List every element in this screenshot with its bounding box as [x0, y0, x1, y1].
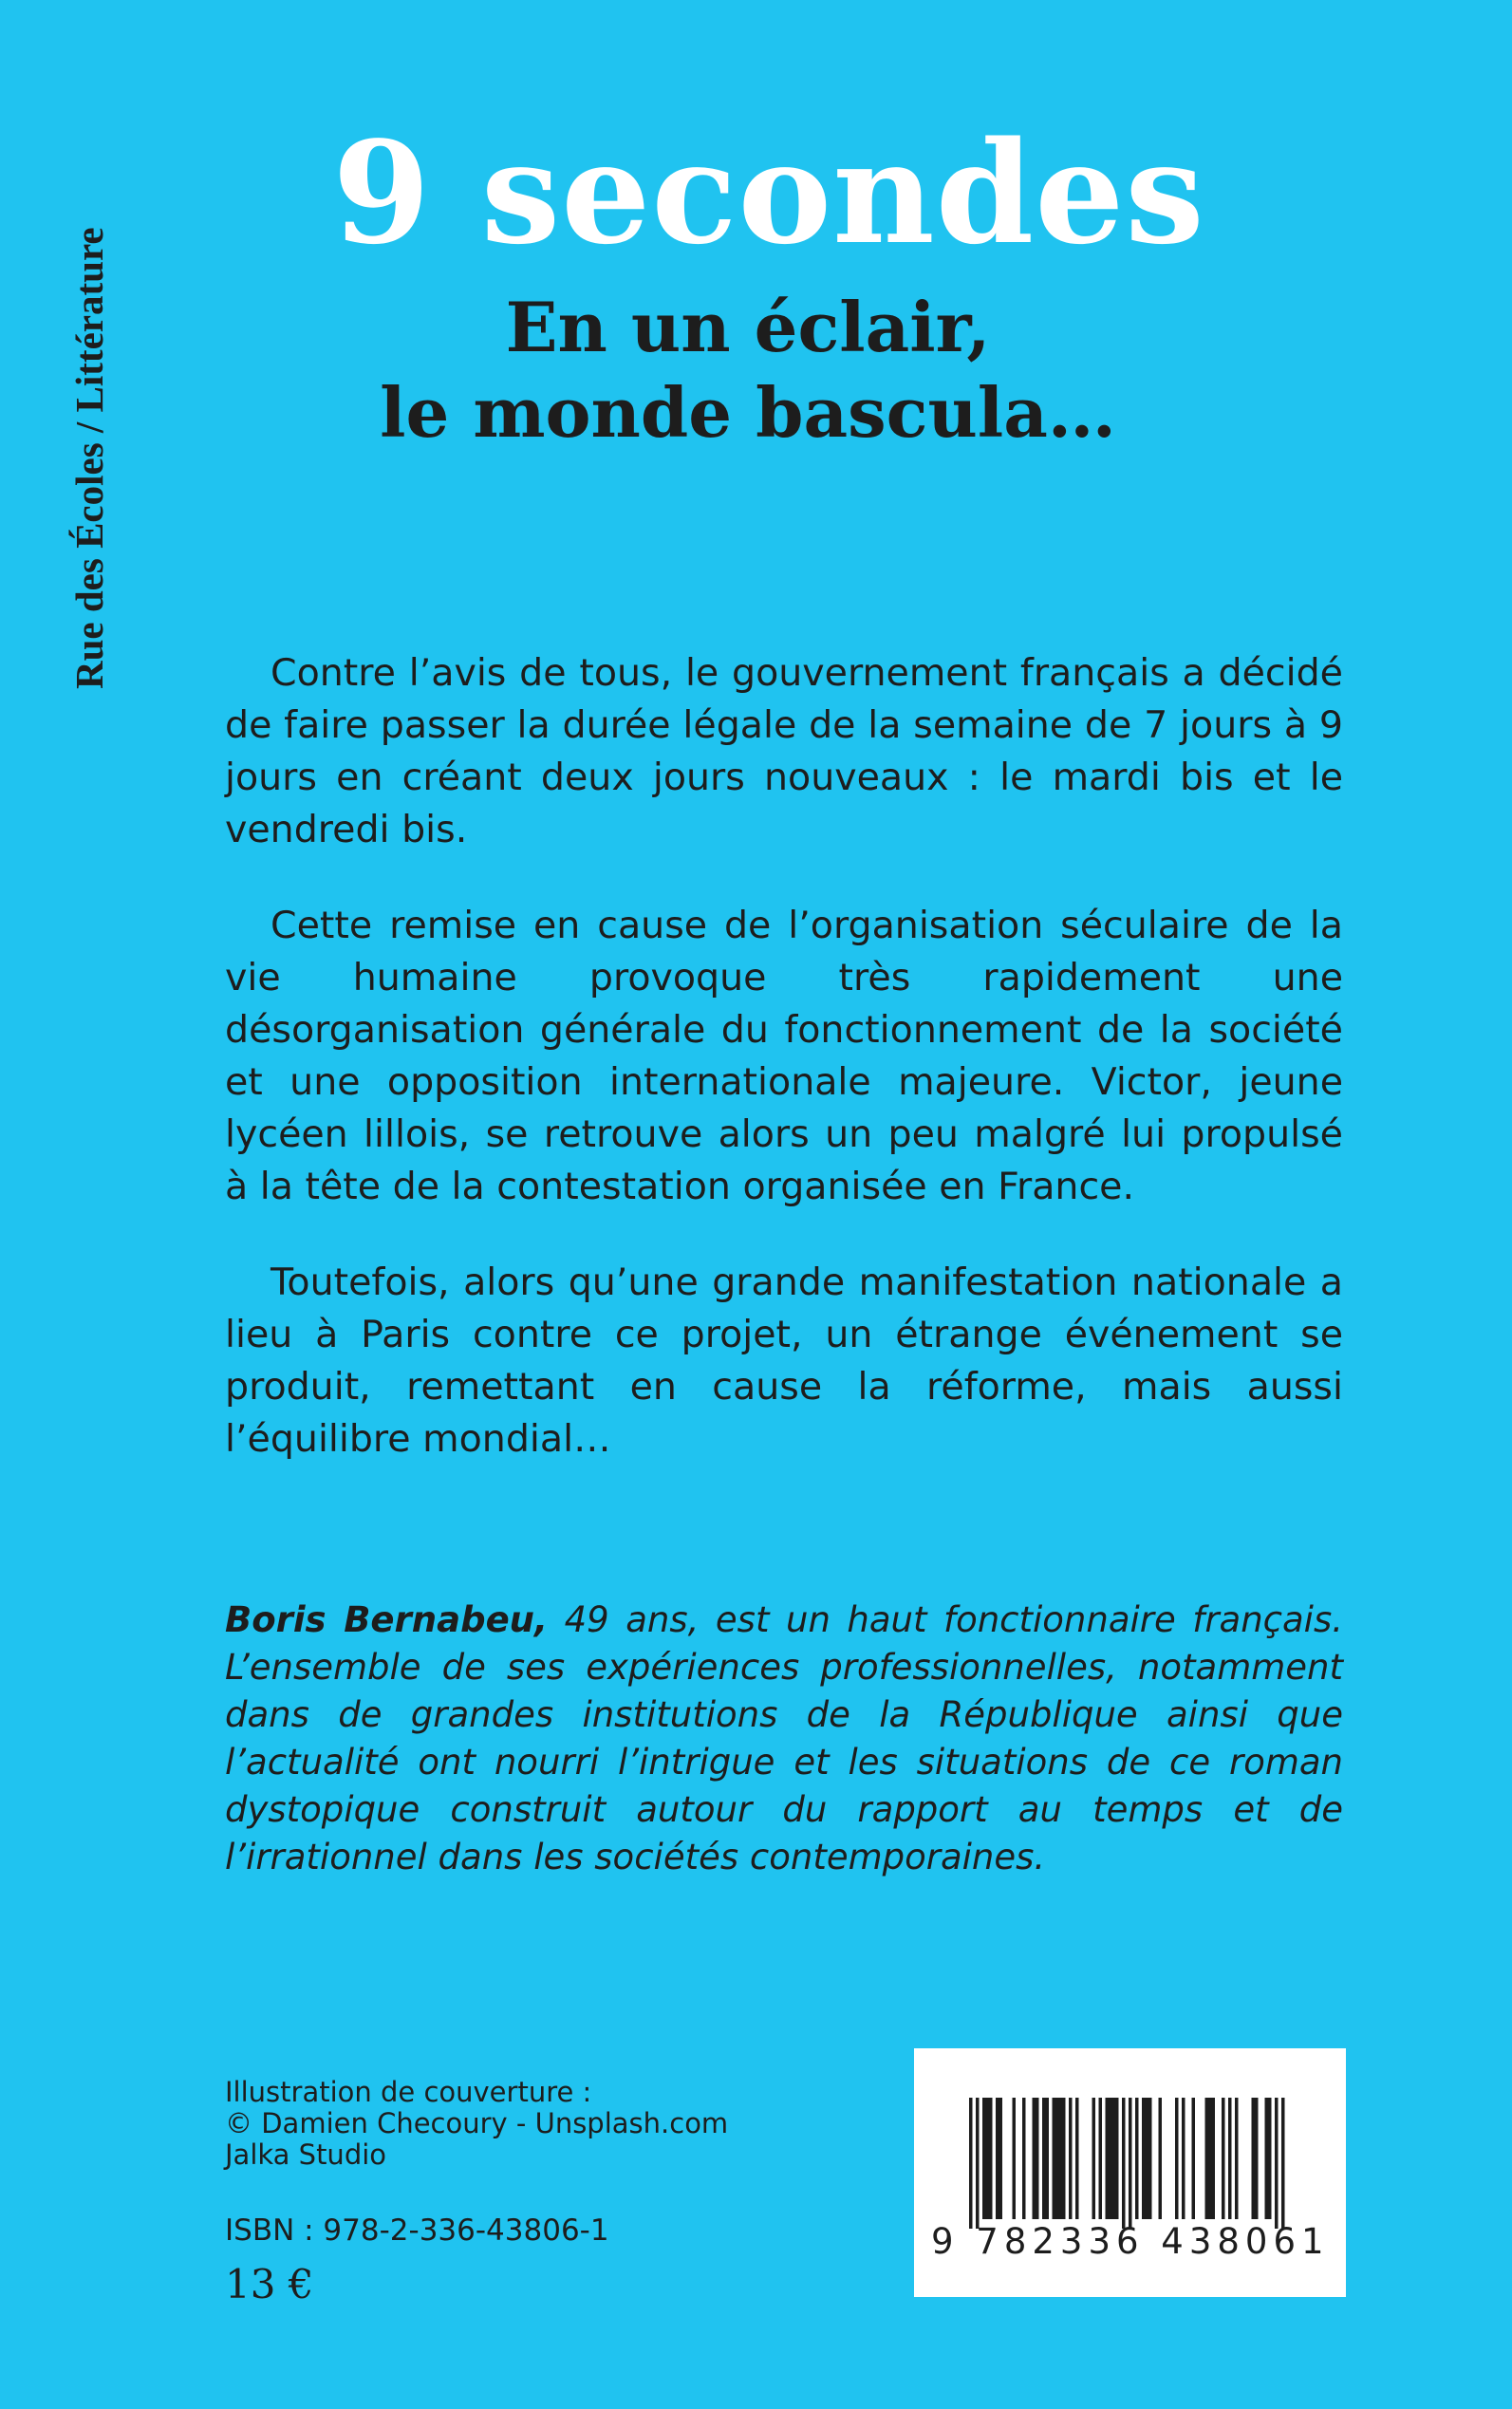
barcode-bar — [1122, 2098, 1126, 2229]
series-label: Rue des Écoles / Littérature — [67, 227, 111, 689]
barcode-bar — [1146, 2098, 1149, 2219]
barcode-bar — [1055, 2098, 1059, 2219]
book-title: 9 secondes — [332, 110, 1205, 275]
barcode-bar — [1036, 2098, 1039, 2219]
barcode-bar — [1092, 2098, 1096, 2219]
barcode-bar — [1142, 2098, 1146, 2219]
barcode-bar — [1252, 2098, 1256, 2219]
barcode-bar — [1192, 2098, 1196, 2219]
barcode-bar — [1268, 2098, 1272, 2219]
barcode-bar — [1115, 2098, 1119, 2219]
barcode-bar — [1275, 2098, 1279, 2229]
barcode — [914, 2048, 1346, 2297]
barcode-bar — [1013, 2098, 1017, 2219]
author-bio-text: 49 ans, est un haut fonctionnaire français. L’ensemble de ses expériences professionnelles, notamment dans de grandes institutions de la République ainsi que l’actualité ont nourri l’intrigue et les situations de ce roman dystopique construit autour du rapport au temps et de l’irrationnel dans les sociétés contemporaines. — [225, 1599, 1343, 1877]
barcode-bar — [1182, 2098, 1185, 2219]
cover-credits — [225, 2077, 756, 2171]
barcode-bar — [1069, 2098, 1073, 2219]
barcode-bar — [1135, 2098, 1139, 2219]
synopsis-paragraph-1: Contre l’avis de tous, le gouvernement français a décidé de faire passer la durée légale de la semaine de 7 jours à 9 jours en créant deux jours nouveaux : le mardi bis et le vendredi bis. — [225, 651, 1343, 851]
book-subtitle — [226, 285, 1270, 456]
barcode-bar — [1235, 2098, 1239, 2219]
barcode-bar — [1106, 2098, 1110, 2219]
barcode-bar — [1281, 2098, 1285, 2229]
barcode-bar — [982, 2098, 986, 2219]
synopsis-paragraph-2: Cette remise en cause de l’organisation séculaire de la vie humaine provoque très rapidement une désorganisation générale du fonctionnement de la société et une opposition internationale majeure. Victor, jeune lycéen lillois, se retrouve alors un peu malgré lui propulsé à la tête de la contestation organisée en France. — [225, 904, 1343, 1208]
barcode-bar — [1042, 2098, 1046, 2219]
barcode-bar — [989, 2098, 993, 2219]
barcode-bar — [976, 2098, 980, 2229]
barcode-bar — [1205, 2098, 1209, 2219]
barcode-bar — [1255, 2098, 1259, 2219]
barcode-bar — [1022, 2098, 1026, 2219]
author-name: Boris Bernabeu, — [225, 1599, 549, 1640]
barcode-bar — [1212, 2098, 1216, 2219]
synopsis-paragraph-3: Toutefois, alors qu’une grande manifestation nationale a lieu à Paris contre ce projet, un étrange événement se produit, remettant en cause la réforme, mais aussi l’équilibre mondial… — [225, 1261, 1343, 1461]
barcode-bar — [1059, 2098, 1063, 2219]
credits-line-1: Illustration de couverture : — [225, 2076, 592, 2108]
credits-line-2: © Damien Checoury - Unsplash.com — [225, 2107, 729, 2139]
barcode-bar — [1222, 2098, 1225, 2219]
barcode-bar — [1053, 2098, 1056, 2219]
isbn-number: ISBN : 978-2-336-43806-1 — [225, 2213, 609, 2248]
subtitle-line-1: En un éclair, — [505, 287, 991, 367]
barcode-bar — [1075, 2098, 1079, 2219]
barcode-bar — [1046, 2098, 1050, 2219]
price: 13 € — [225, 2261, 314, 2307]
barcode-bar — [999, 2098, 1003, 2219]
author-bio — [225, 1597, 1343, 1881]
barcode-bar — [1159, 2098, 1163, 2219]
barcode-bar — [1129, 2098, 1132, 2229]
credits-line-3: Jalka Studio — [225, 2138, 387, 2171]
barcode-bar — [969, 2098, 973, 2229]
barcode-bar — [1099, 2098, 1103, 2219]
barcode-bar — [1062, 2098, 1066, 2219]
barcode-bar — [1109, 2098, 1112, 2219]
barcode-bar — [986, 2098, 990, 2219]
barcode-digits: 9 782336 438061 — [931, 2221, 1330, 2262]
barcode-bar — [996, 2098, 999, 2219]
barcode-bar — [1265, 2098, 1269, 2219]
barcode-bar — [1148, 2098, 1152, 2219]
subtitle-line-2: le monde bascula… — [380, 372, 1116, 453]
barcode-bar — [1033, 2098, 1036, 2219]
barcode-bar — [1208, 2098, 1212, 2219]
barcode-bar — [1112, 2098, 1116, 2219]
barcode-bar — [1228, 2098, 1232, 2219]
barcode-bar — [1175, 2098, 1179, 2219]
synopsis — [225, 647, 1343, 1509]
